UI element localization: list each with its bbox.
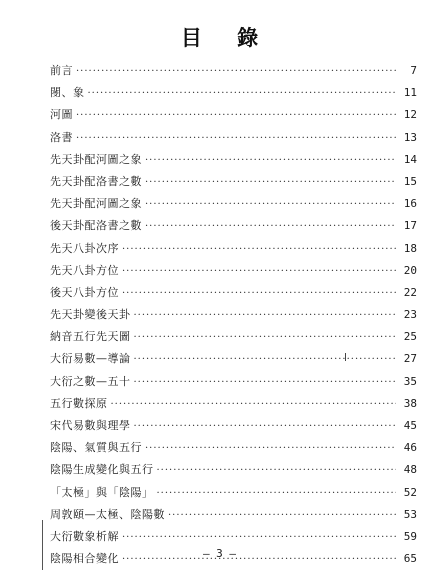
toc-entry-page-number: 35 — [403, 374, 417, 388]
toc-entry-title: 周敦頤—太極、陰陽數 — [50, 507, 165, 521]
toc-entry-page-number: 15 — [403, 174, 417, 188]
toc-entry-page-number: 11 — [403, 86, 417, 100]
dot-leader — [76, 128, 396, 150]
toc-entry[interactable] — [50, 127, 417, 149]
dot-leader — [134, 327, 397, 349]
dot-leader — [111, 394, 397, 416]
toc-list — [50, 60, 417, 570]
toc-entry-page-number: 20 — [403, 263, 417, 277]
dot-leader — [88, 83, 397, 105]
toc-entry-page-number: 53 — [403, 507, 417, 521]
toc-entry[interactable] — [50, 304, 417, 326]
toc-entry-title: 「太極」與「陰陽」 — [50, 485, 154, 499]
dot-leader — [76, 61, 396, 83]
toc-entry[interactable] — [50, 393, 417, 415]
dot-leader — [122, 283, 396, 305]
toc-entry-page-number: 12 — [403, 108, 417, 122]
dot-leader — [122, 527, 396, 549]
toc-entry-title: 後天八卦方位 — [50, 285, 119, 299]
dot-leader — [157, 460, 397, 482]
toc-entry-page-number: 22 — [403, 285, 417, 299]
toc-entry-title: 納音五行先天圖 — [50, 330, 131, 344]
toc-entry[interactable] — [50, 482, 417, 504]
dot-leader — [76, 105, 396, 127]
toc-entry[interactable] — [50, 459, 417, 481]
toc-entry-title: 先天卦配河圖之象 — [50, 152, 142, 166]
dot-leader — [145, 216, 396, 238]
toc-entry[interactable] — [50, 326, 417, 348]
toc-entry[interactable] — [50, 415, 417, 437]
page-title: 目 錄 — [180, 25, 273, 50]
toc-entry-title: 先天卦變後天卦 — [50, 308, 131, 322]
toc-entry[interactable] — [50, 504, 417, 526]
toc-entry-title: 先天卦配洛書之數 — [50, 174, 142, 188]
toc-entry[interactable] — [50, 149, 417, 171]
toc-entry-title: 洛書 — [50, 130, 73, 144]
toc-entry-title: 先天卦配河圖之象 — [50, 197, 142, 211]
margin-mark — [42, 520, 43, 570]
toc-entry-page-number: 27 — [403, 352, 417, 366]
toc-entry[interactable] — [50, 238, 417, 260]
dot-leader — [145, 194, 396, 216]
toc-entry-title: 大衍易數—導論 — [50, 352, 131, 366]
toc-entry-title: 五行數探原 — [50, 396, 108, 410]
toc-entry-title: 閿、象 — [50, 86, 85, 100]
toc-entry[interactable] — [50, 215, 417, 237]
toc-entry-page-number: 52 — [403, 485, 417, 499]
toc-entry[interactable] — [50, 60, 417, 82]
dot-leader — [134, 416, 397, 438]
toc-entry-title: 前言 — [50, 64, 73, 77]
toc-entry-page-number: 45 — [403, 419, 417, 432]
dot-leader — [145, 438, 396, 460]
toc-entry[interactable] — [50, 348, 417, 370]
toc-entry-page-number: 17 — [403, 219, 417, 233]
toc-entry-page-number: 48 — [403, 463, 417, 477]
dot-leader — [134, 305, 397, 327]
dot-leader — [145, 172, 396, 194]
toc-entry[interactable] — [50, 171, 417, 193]
toc-entry-page-number: 14 — [403, 152, 417, 166]
toc-entry-title: 大衍數象析解 — [50, 529, 119, 543]
toc-entry[interactable] — [50, 260, 417, 282]
toc-entry-title: 河圖 — [50, 108, 73, 122]
toc-entry[interactable] — [50, 82, 417, 104]
stray-mark — [345, 353, 346, 361]
dot-leader — [134, 349, 397, 371]
toc-entry-page-number: 7 — [410, 64, 417, 77]
toc-entry-page-number: 59 — [403, 529, 417, 543]
toc-entry[interactable] — [50, 437, 417, 459]
dot-leader — [168, 505, 396, 527]
toc-entry[interactable] — [50, 282, 417, 304]
toc-entry-title: 後天卦配洛書之數 — [50, 219, 142, 233]
toc-entry[interactable] — [50, 371, 417, 393]
toc-entry-page-number: 38 — [403, 396, 417, 410]
toc-entry-page-number: 25 — [403, 330, 417, 344]
toc-entry-page-number: 13 — [403, 130, 417, 144]
toc-entry[interactable] — [50, 104, 417, 126]
toc-entry-page-number: 23 — [403, 308, 417, 322]
toc-entry-title: 陰陽相合變化 — [50, 552, 119, 566]
dot-leader — [145, 150, 396, 172]
dot-leader — [122, 239, 396, 261]
toc-entry-title: 大衍之數—五十 — [50, 374, 131, 388]
toc-entry[interactable] — [50, 526, 417, 548]
dot-leader — [157, 483, 397, 505]
toc-entry-title: 先天八卦方位 — [50, 263, 119, 277]
dot-leader — [134, 372, 397, 394]
toc-entry-title: 陰陽生成變化與五行 — [50, 463, 154, 477]
page-number: — 3 — — [202, 547, 237, 560]
toc-entry-page-number: 18 — [403, 241, 417, 255]
dot-leader — [122, 261, 396, 283]
toc-entry-title: 宋代易數與理學 — [50, 419, 131, 432]
toc-entry-title: 陰陽、氣質與五行 — [50, 441, 142, 455]
toc-entry-page-number: 65 — [403, 552, 417, 566]
toc-entry-title: 先天八卦次序 — [50, 241, 119, 255]
toc-entry-page-number: 46 — [403, 441, 417, 455]
toc-entry[interactable] — [50, 193, 417, 215]
toc-entry-page-number: 16 — [403, 197, 417, 211]
